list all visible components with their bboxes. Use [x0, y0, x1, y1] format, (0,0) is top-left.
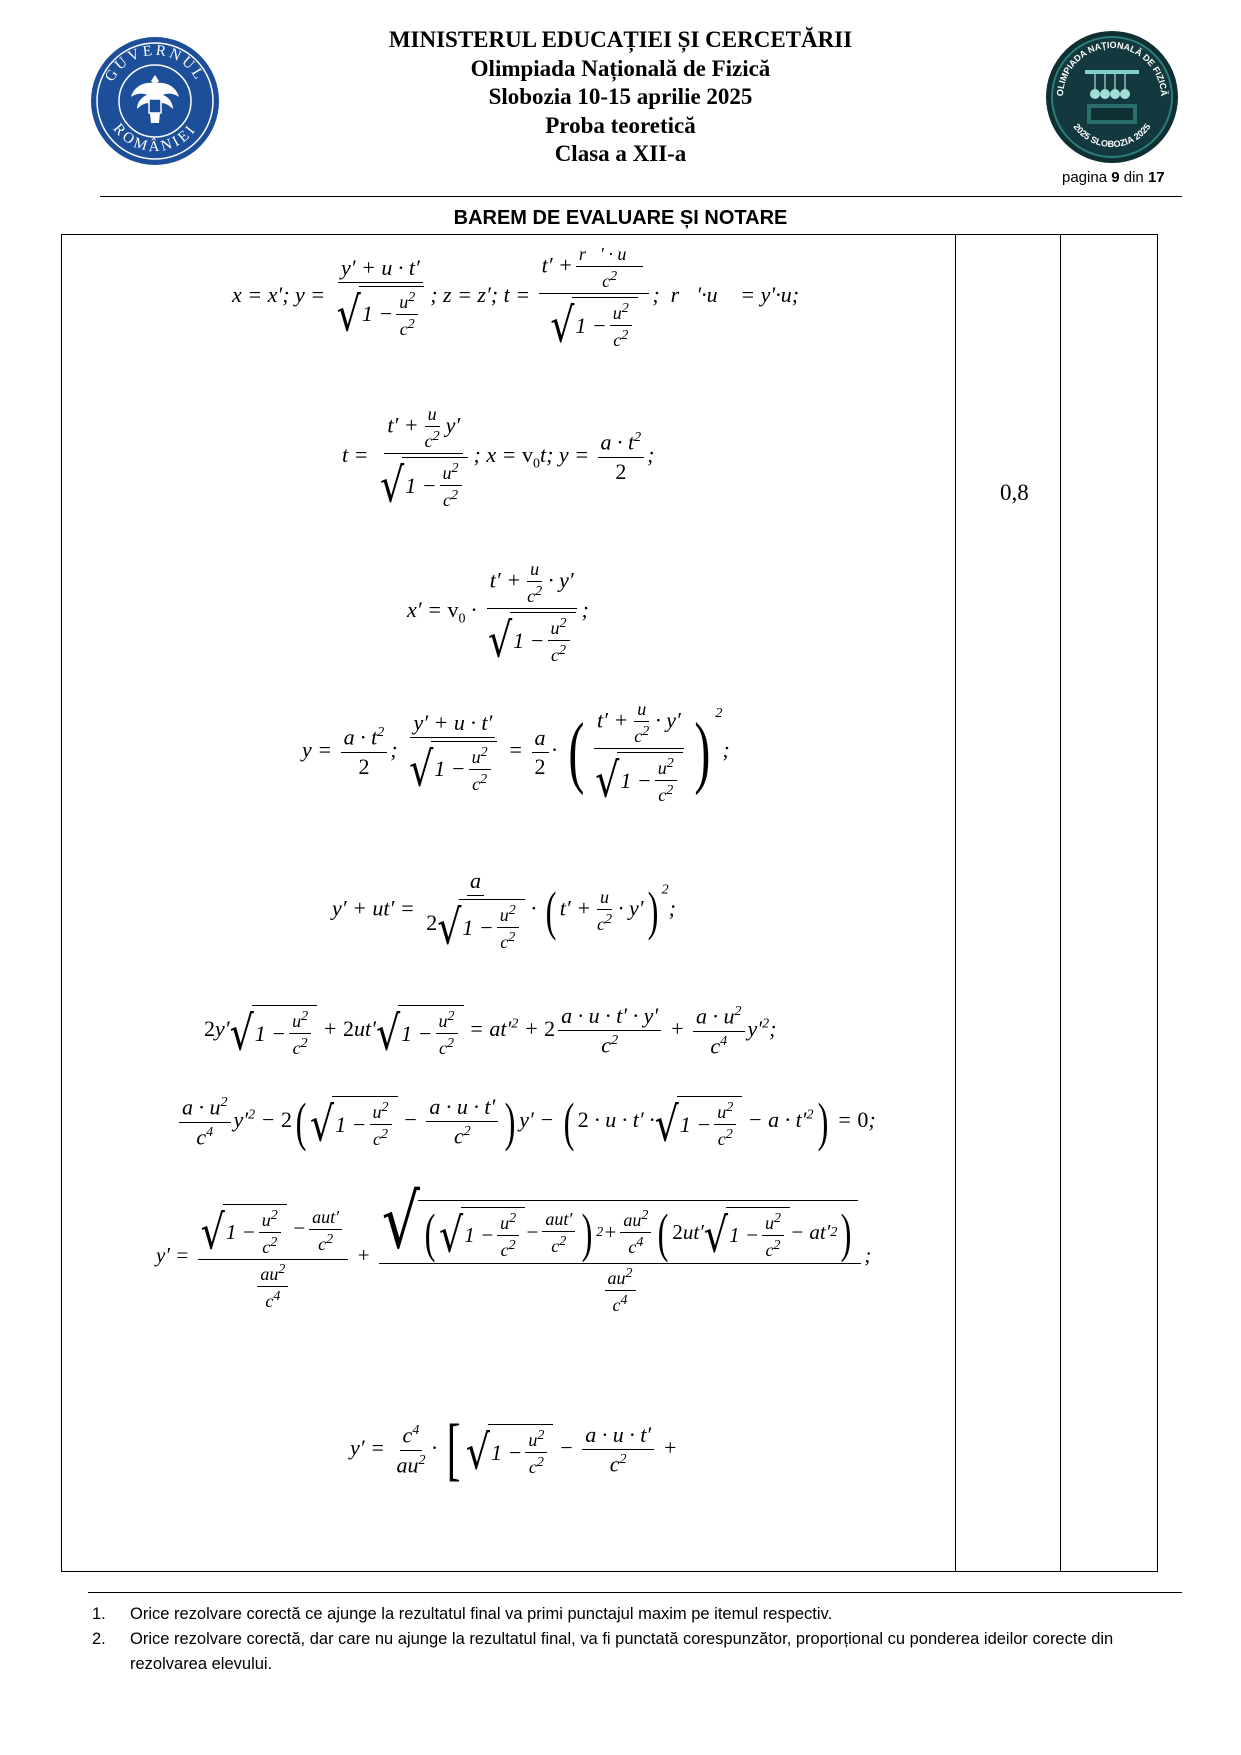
- barem-title: BAREM DE EVALUARE ȘI NOTARE: [453, 207, 788, 229]
- header-divider: [100, 196, 1182, 197]
- header-line-olympiad: Olimpiada Națională de Fizică: [470, 55, 771, 81]
- formula-x-prime: $x' = v_0$ · t′ + $\frac{u}{c^2}$ · y′ √ 1 − $u^2$ $c^2$ ;: [407, 559, 589, 668]
- formula-quadratic: $\frac{a \cdot u^2}{c^4}$ $y'^2 - 2$( √ 1 − $u^2$ $c^2$ − $\frac{a \cdot u \cdot t'}{c^2}$ ) y′ − ( 2 · u · t′ · √ 1 − $u^2$ $c^2$ − $a \cdot t'^2) = 0$;: [176, 1095, 876, 1149]
- formula-y-prime-ut: y′ + ut′ = a 2 √ 1 − $u^2$ $c^2$ · ( t′ + $\frac{u}{c^2}$ · y′) $^2$;: [332, 868, 676, 955]
- header-line-class: Clasa a XII-a: [554, 141, 687, 166]
- header-line-ministry: MINISTERUL EDUCAȚIEI ȘI CERCETĂRII: [388, 27, 853, 52]
- header-title-block: [0, 26, 1241, 169]
- score-value: 0,8: [1000, 480, 1029, 505]
- logo-text-top: GUVERNUL: [102, 42, 208, 85]
- formula-time-and-motion: t = t′ + $\frac{u}{c^2}$ y′ √ 1 − $u^2$ $c^2$ ; $x = v_0t$; y = $\frac{a \cdot t^2}{2}$ ;: [342, 404, 655, 513]
- page-number: pagina 9 din 17: [1062, 169, 1165, 186]
- header-line-test: Proba teoretică: [545, 112, 696, 138]
- formula-y-equation: y = $\frac{a \cdot t^2}{2}$ ; y′ + u · t′ √ 1 − $u^2$ $c^2$ = $\frac{a}{2}$ · ( t′ + $\frac{u}{c^2}$ · y′ √ 1 − $u^2$ $c^2$ ) $^2$;: [302, 699, 730, 808]
- logo-text-bottom: ROMÂNIEI: [109, 120, 201, 156]
- formula-y-prime-solution: y′ = √ 1 − $u^2$ $c^2$ − aut′ $c^2$ $\frac{au^2}{c^4}$ + √ ( √ 1 − $u^2$ $c^2$ − aut′ $c^2$ ) 2 + $au^2$ $c^4$ ( 2 ut′ √ 1 − $u^2$ $c^2$ − at′ 2 ) $\frac{au^2}{c^4}$ ;: [156, 1178, 872, 1315]
- logo2-text-bottom: 2025 SLOBOZIA 2025: [1071, 121, 1153, 150]
- footnotes: [88, 1602, 1188, 1677]
- footnote-item: 2. Orice rezolvare corectă, dar care nu ajunge la rezultatul final, va fi punctată corespunzător, proporțional cu ponderea ideilor corecte din rezolvarea elevului.: [92, 1630, 1114, 1673]
- footnote-item: 1. Orice rezolvare corectă ce ajunge la rezultatul final va primi punctajul maxim pe itemul respectiv.: [92, 1605, 833, 1623]
- footer-divider: [88, 1592, 1182, 1593]
- table-column-divider: [1060, 234, 1061, 1572]
- formula-y-prime-final: y′ = $\frac{c^4}{au^2}$ · [ √ 1 − $u^2$ $c^2$ − $\frac{a \cdot u \cdot t'}{c^2}$ +: [350, 1411, 678, 1488]
- formula-expanded: 2y′ √ 1 − $u^2$ $c^2$ + 2ut′ √ 1 − $u^2$ $c^2$ = $at'^2 + 2$ $\frac{a \cdot u \cdot t' \cdot y'}{c^2}$ + $\frac{a \cdot u^2}{c^4}$ $y'^2$;: [204, 1003, 777, 1061]
- logo2-text-top: OLIMPIADA NAȚIONALĂ DE FIZICĂ: [1054, 39, 1170, 97]
- formula-lorentz-transform: x = x′; y = y′ + u · t′ √ 1 − $u^2$ $c^2$ ; z = z′; t = t′ + $\frac{r⃗' \cdot u⃗}{c^2}$ √ 1 − $u^2$ $c^2$ ; r⃗′·u⃗ = y′·u;: [232, 244, 800, 353]
- table-column-divider: [955, 234, 956, 1572]
- header-line-location: Slobozia 10-15 aprilie 2025: [488, 84, 753, 109]
